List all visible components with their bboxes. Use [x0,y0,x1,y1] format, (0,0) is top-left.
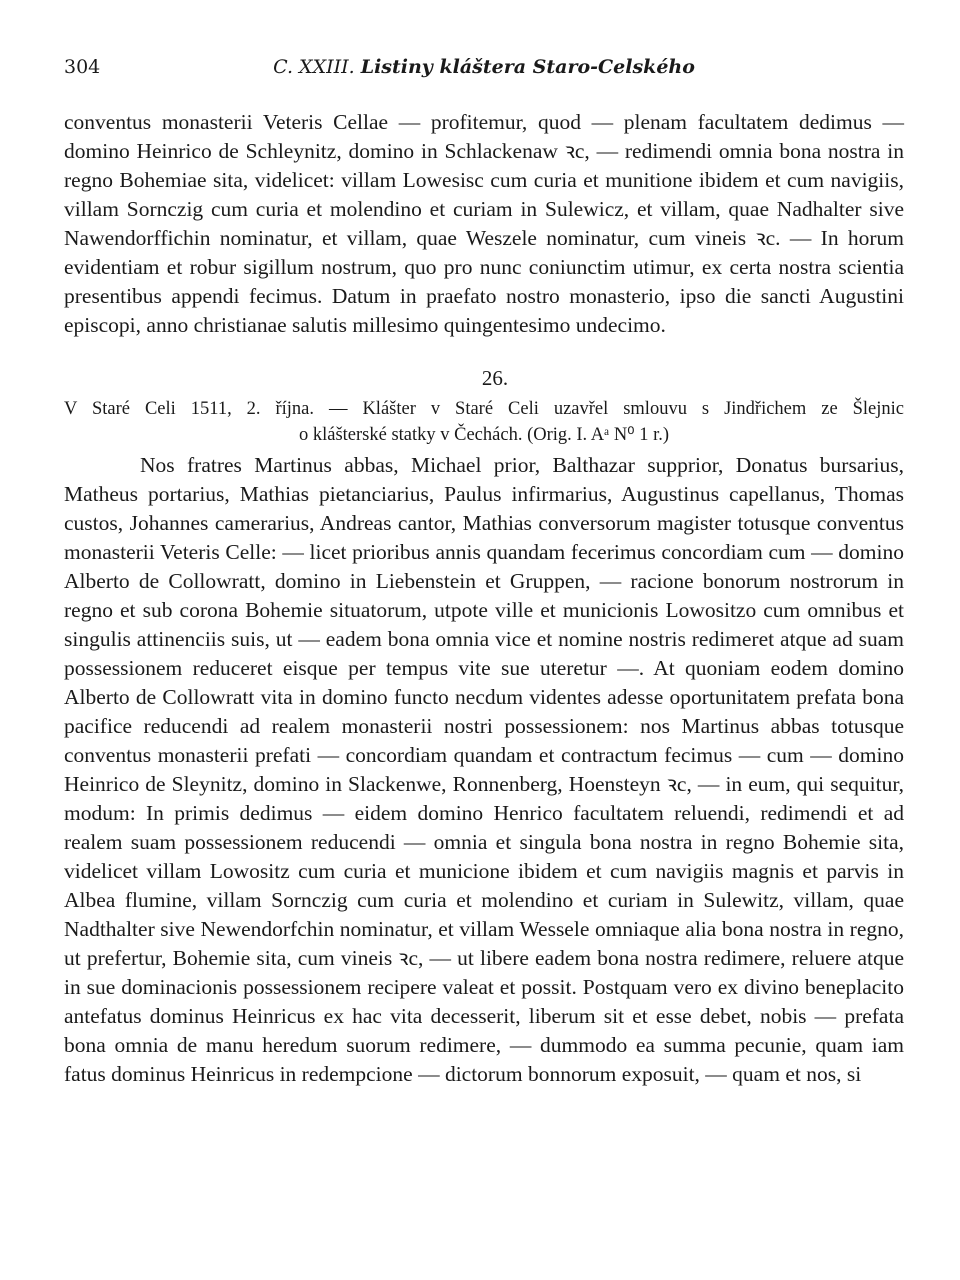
document-page [64,52,904,1089]
regest [64,396,904,448]
running-title [64,52,904,82]
running-head [64,52,904,82]
regest-line-2: o klášterské statky v Čechách. (Orig. I. Aᵃ N⁰ 1 r.) [298,425,670,445]
paragraph-continuation: conventus monasterii Veteris Cellae — profitemur, quod — plenam facultatem dedimus — domino Heinrico de Schleynitz, domino in Schlackenaw ꝛc, — redimendi omnia bona nostra in regno Bohemiae sita, videlicet: villam Lowesisc cum curia et munitione ibidem et cum navigiis, villam Sornczig cum curia et molendino et curiam in Sulewicz, et villam, quae Nadhalter sive Nawendorffichin nominatur, et villam, quae Weszele nominatur, cum vineis ꝛc. — In horum evidentiam et robur sigillum nostrum, quo pro nunc coniunctim utimur, ex certa nostra scientia presentibus appendi fecimus. Datum in praefato nostro monasterio, ipso die sancti Augustini episcopi, anno christianae salutis millesimo quingentesimo undecimo. [64,110,904,337]
paragraph-document-text: Nos fratres Martinus abbas, Michael prior, Balthazar supprior, Donatus bursarius, Matheus portarius, Mathias pietanciarius, Paulus infirmarius, Augustinus capellanus, Thomas custos, Johannes camerarius, Andreas cantor, Mathias conversorum magister totusque conventus monasterii Veteris Celle: — licet prioribus annis quandam fecerimus concordiam cum — domino Alberto de Collowratt, domino in Liebenstein et Gruppen, — racione bonorum nostrorum in regno et sub corona Bohemie situatorum, utpote ville et municionis Lowositzo cum omnibus et singulis attinenciis suis, ut — eadem bona omnia vice et nomine nostris redimeret atque ad suam possessionem reduceret eisque per tempus vite sue uteretur —. At quoniam eodem domino Alberto de Collowratt vita in domino functo necdum videntes adesse oportunitatem prefata bona pacifice reducendi ad realem monasterii nostri possessionem: nos Martinus abbas totusque conventus monasterii prefati — concordiam quandam et contractum fecimus — cum — domino Heinrico de Sleynitz, domino in Slackenwe, Ronnenberg, Hoensteyn ꝛc, — in eum, qui sequitur, modum: In primis dedimus — eidem domino Henrico facultatem reluendi, redimendi et ad realem suam possessionem reducendi — omnia et singula bona nostra in regno Bohemie sita, videlicet villam Lowositz cum curia et municione ibidem et cum navigiis magnis et parvis in Albea flumine, villam Sornczig cum curia et molendino et curiam in Sulewitz, villam, quae Nadthalter sive Newendorfchin nominatur, et villam Wessele omniaque alia bona nostra in regno, ut prefertur, Bohemie sita, cum vineis ꝛc, — ut libere eadem bona nostra redimere, reluere atque in sue dominacionis possessionem recipere valeat et possit. Postquam vero ex divino beneplacito antefatus dominus Heinricus ex hac vita decesserit, liberum sit et esse debet, nobis — prefata bona omnia de manu heredum suorum redimere, — dummodo ea summa pecunie, quam iam fatus dominus Heinricus in redempcione — dictorum bonnorum exposuit, — quam et nos, si [64,453,904,1086]
document-number: 26. [481,366,509,390]
page-number: 304 [64,56,101,78]
running-title-main: Listiny kláštera Staro-Celského [360,56,695,78]
regest-line-1: V Staré Celi 1511, 2. října. — Klášter v Staré Celi uzavřel smlouvu s Jindřichem ze Šlejnic [64,399,904,419]
running-title-prefix: C. XXIII. [273,56,355,78]
